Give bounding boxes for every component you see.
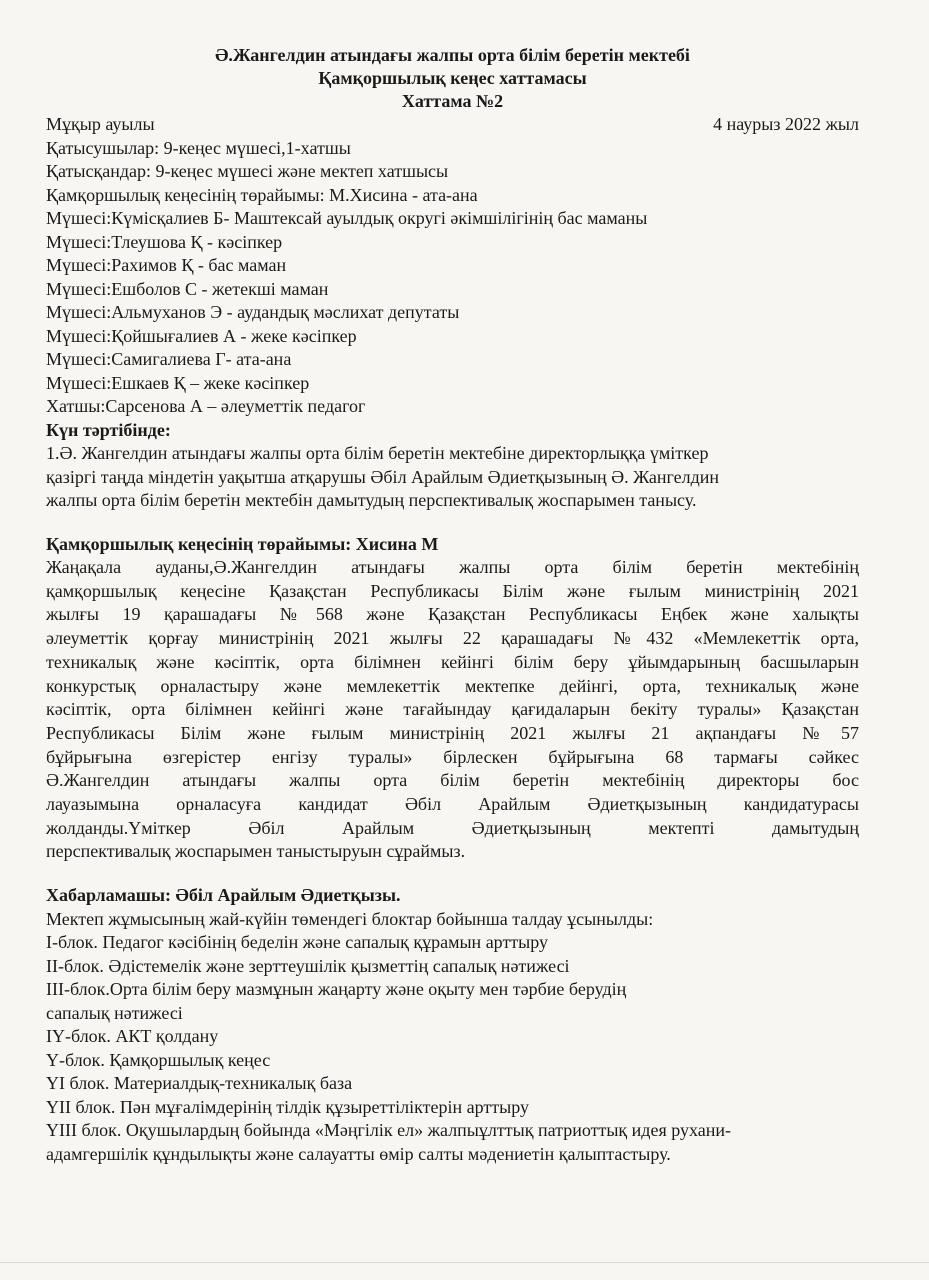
attendance-line: Мүшесі:Қойшығалиев А - жеке кәсіпкер <box>46 325 357 346</box>
report-line: ІІ-блок. Әдістемелік және зерттеушілік қызметтің сапалық нәтижесі <box>46 955 570 976</box>
report-line: адамгершілік құндылықты және салауатты өмір салты мәдениетін қалыптастыру. <box>46 1143 671 1164</box>
school-title: Ә.Жангелдин атындағы жалпы орта білім беретін мектебі <box>215 45 690 65</box>
chair-line: Жаңақала ауданы,Ә.Жангелдин атындағы жалпы орта білім беретін мектебінің <box>46 557 859 577</box>
chair-line: кәсіптік, орта білімнен кейінгі және тағайындау қағидаларын бекіту туралы» Қазақстан <box>46 699 859 720</box>
chair-line: лауазымына орналасуға кандидат Әбіл Арайлым Әдиетқызының кандидатурасы <box>46 794 859 815</box>
chair-line: конкурстық орналастыру және мемлекеттік мектепке дейінгі, орта, техникалық және <box>46 675 859 696</box>
agenda-heading: Күн тәртібінде: <box>46 419 171 440</box>
attendance-line: Мүшесі:Ешболов С - жетекші маман <box>46 278 329 299</box>
council-protocol-title: Қамқоршылық кеңес хаттамасы <box>318 68 587 88</box>
attendance-line: Мүшесі:Тлеушова Қ - кәсіпкер <box>46 231 283 252</box>
chair-line: техникалық және кәсіптік, орта білімнен кейінгі білім беру ұйымдарының басшыларын <box>46 651 859 672</box>
agenda-line: қазіргі таңда міндетін уақытша атқарушы Әбіл Арайлым Әдиетқызының Ә. Жангелдин <box>46 466 720 487</box>
place: Мұқыр ауылы <box>46 114 155 134</box>
attendance-line: Қатысушылар: 9-кеңес мүшесі,1-хатшы <box>46 137 351 158</box>
protocol-number: Хаттама №2 <box>401 91 504 111</box>
report-line: ҮІ блок. Материалдық-техникалық база <box>46 1073 353 1094</box>
report-line: Ү-блок. Қамқоршылық кеңес <box>46 1049 271 1070</box>
chair-line: жылғы 19 қарашадағы №568 және Қазақстан Республикасы Еңбек және халықты <box>46 604 859 625</box>
attendance-line: Мүшесі:Самигалиева Г- ата-ана <box>46 349 292 369</box>
chair-heading: Қамқоршылық кеңесінің төрайымы: Хисина М <box>46 533 439 554</box>
chair-section <box>46 533 859 865</box>
report-line: ІҮ-блок. АКТ қолдану <box>46 1026 219 1047</box>
report-line: ҮІІ блок. Пән мұғалімдерінің тілдік құзыреттіліктерін арттыру <box>46 1096 530 1117</box>
report-line: сапалық нәтижесі <box>46 1002 183 1023</box>
agenda-line: 1.Ә. Жангелдин атындағы жалпы орта білім беретін мектебіне директорлыққа үміткер <box>46 443 709 463</box>
place-date-row <box>46 113 859 137</box>
report-line: ІІІ-блок.Орта білім беру мазмұнын жаңарту және оқыту мен тәрбие берудің <box>46 979 627 1000</box>
attendance-line: Мүшесі:Рахимов Қ - бас маман <box>46 255 287 275</box>
attendance-line: Хатшы:Сарсенова А – әлеуметтік педагог <box>46 396 366 416</box>
attendance-line: Қатысқандар: 9-кеңес мүшесі және мектеп хатшысы <box>46 161 449 181</box>
attendance-line: Мүшесі:Ешкаев Қ – жеке кәсіпкер <box>46 372 310 393</box>
report-line: ҮІІІ блок. Оқушылардың бойында «Мәңгілік ел» жалпыұлттық патриоттық идея рухани- <box>46 1120 732 1141</box>
attendance-line: Қамқоршылық кеңесінің төрайымы: М.Хисина - ата-ана <box>46 184 478 205</box>
chair-line: жолданды.Үміткер Әбіл Арайлым Әдиетқызының мектепті дамытудың <box>46 817 859 838</box>
chair-line: әлеуметтік қорғау министрінің 2021 жылғы 22 қарашадағы №432 «Мемлекеттік орта, <box>46 628 859 649</box>
report-line: Мектеп жұмысының жай-күйін төмендегі блоктар бойынша талдау ұсынылды: <box>46 908 654 929</box>
report-line: І-блок. Педагог кәсібінің беделін және сапалық құрамын арттыру <box>46 932 549 953</box>
attendance-line: Мүшесі:Күмісқалиев Б- Маштексай ауылдық округі әкімшілігінің бас маманы <box>46 208 648 228</box>
chair-line: қамқоршылық кеңесіне Қазақстан Республикасы Білім және ғылым министрінің 2021 <box>46 580 859 601</box>
report-section <box>46 884 859 1166</box>
agenda-section <box>46 419 859 513</box>
attendance-line: Мүшесі:Альмуханов Э - аудандық мәслихат депутаты <box>46 302 460 322</box>
chair-line: Ә.Жангелдин атындағы жалпы орта білім беретін мектебінің директоры бос <box>46 770 859 791</box>
date: 4 наурыз 2022 жыл <box>713 114 859 134</box>
chair-line: бұйрығына өзгерістер енгізу туралы» бірлескен бұйрығына 68 тармағы сәйкес <box>46 746 859 767</box>
attendance-list <box>46 137 859 419</box>
scan-edge-line <box>0 1262 929 1263</box>
chair-line: Республикасы Білім және ғылым министрінің 2021 жылғы 21 ақпандағы №57 <box>46 722 859 743</box>
chair-line: перспективалық жоспарымен таныстыруын сұраймыз. <box>46 841 466 862</box>
report-heading: Хабарламашы: Әбіл Арайлым Әдиетқызы. <box>46 885 401 906</box>
agenda-line: жалпы орта білім беретін мектебін дамытудың перспективалық жоспарымен танысу. <box>46 490 697 510</box>
